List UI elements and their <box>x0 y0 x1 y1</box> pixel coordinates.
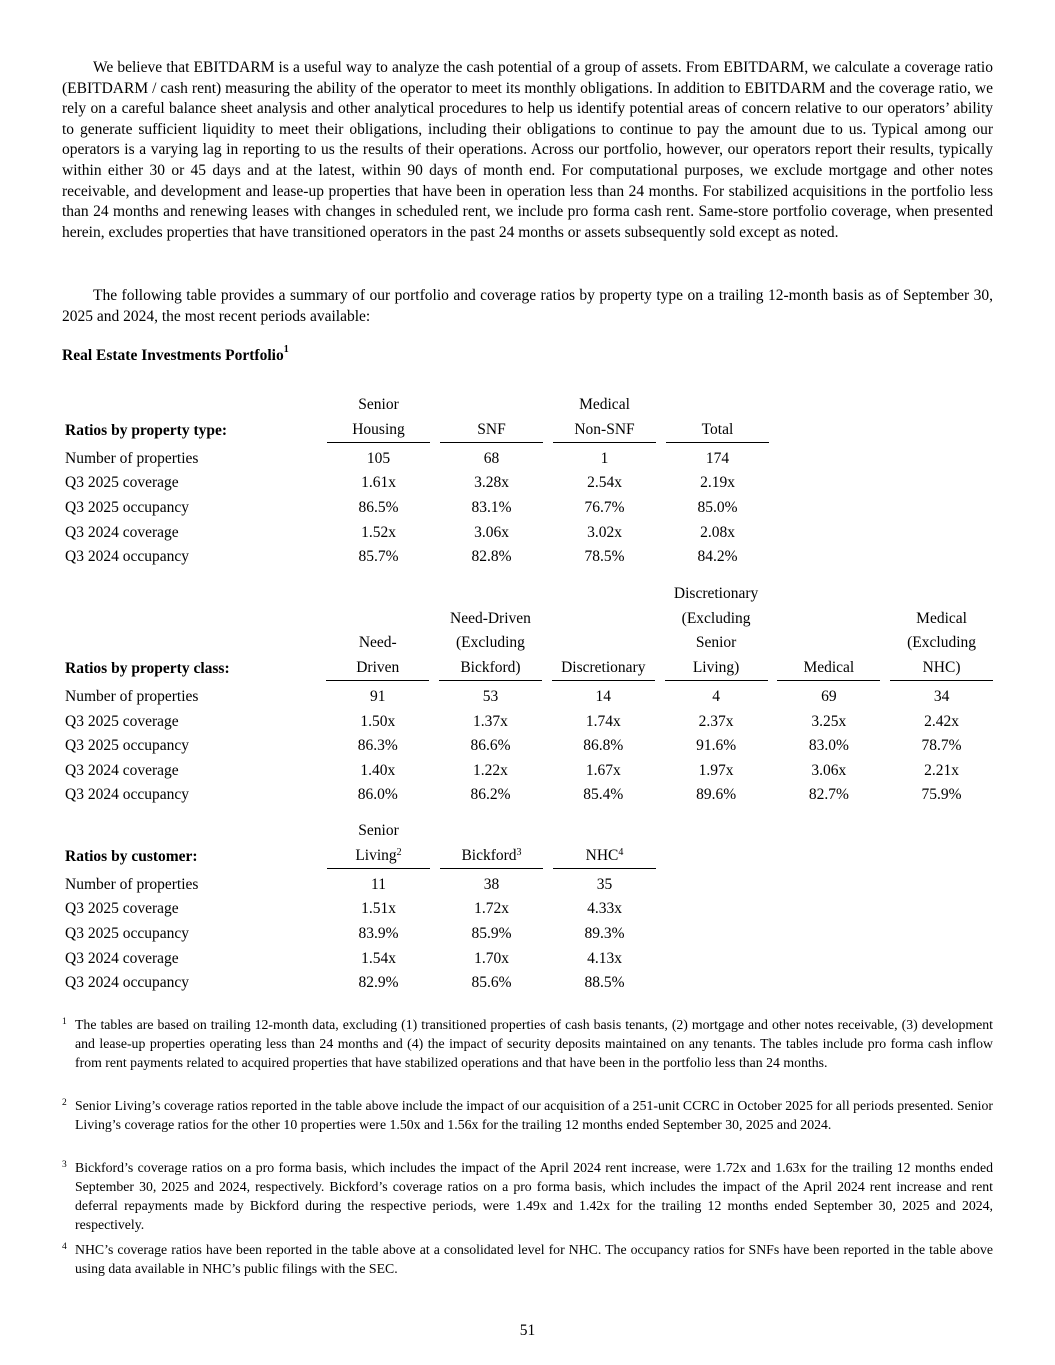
table-row: Q3 2024 occupancy 86.0% 86.2% 85.4% 89.6% 82.7% 75.9% <box>65 786 962 804</box>
table-row: Number of properties 105 68 1 174 <box>65 449 730 467</box>
footnote-4: 4 NHC’s coverage ratios have been reported in the table above at a consolidated level for NHC. The occupancy ratios for SNFs have been reported in the table above using data available in NHC’s public filings with the SEC. <box>62 1242 993 1276</box>
table-header-row <box>65 393 769 443</box>
table-row: Q3 2024 occupancy 82.9% 85.6% 88.5% <box>65 974 625 992</box>
table-row: Q3 2025 occupancy 86.3% 86.6% 86.8% 91.6% 83.0% 78.7% <box>65 737 962 755</box>
column-header: Senior Living$^2$ <box>327 819 430 869</box>
column-header: SNF <box>440 393 543 443</box>
table-row: Q3 2024 coverage 1.54x 1.70x 4.13x <box>65 949 622 967</box>
table-row: Number of properties 91 53 14 4 69 34 <box>65 687 950 705</box>
column-header: Medical (Excluding NHC) <box>890 582 993 681</box>
intro-paragraph: We believe that EBITDARM is a useful way to analyze the cash potential of a group of assets. From EBITDARM, we calculate a coverage ratio (EBITDARM / cash rent) measuring the ability of the operator to meet its monthly obligations. In addition to EBITDARM and the coverage ratio, we rely on a careful balance sheet analysis and other analytical procedures to help us identify potential areas of concern relative to our operators’ ability to generate sufficient liquidity to meet their obligations, including their obligations to continue to pay the amount due to us. Typical among our operators is a varying lag in reporting to us the results of their operations. Across our portfolio, however, our operators report their results, typically within either 30 or 45 days and at the latest, within 90 days of month end. For computational purposes, we exclude mortgage and other notes receivable, and development and lease-up properties that have been in operation less than 24 months. For stabilized acquisitions in the portfolio less than 24 months and renewing leases with changes in scheduled rent, we include pro forma cash rent. Same-store portfolio coverage, when presented herein, excludes properties that have transitioned operators in the past 24 months or assets subsequently sold except as noted. <box>62 59 993 241</box>
property-type-table <box>65 393 769 566</box>
footnote-1: 1 The tables are based on trailing 12-month data, excluding (1) transitioned properties of cash basis tenants, (2) mortgage and other notes receivable, (3) development and lease-up properties operating less than 24 months and (4) the impact of security deposits maintained on any tenants. The tables include pro forma cash inflow from rent payments related to acquired properties that have stabilized operations and that have been in the portfolio less than 24 months. <box>62 1017 993 1070</box>
column-header: Medical Non-SNF <box>553 393 656 443</box>
customer-table <box>65 819 656 992</box>
table-header-row <box>65 819 656 869</box>
table-row: Q3 2025 coverage 1.51x 1.72x 4.33x <box>65 900 622 918</box>
table-intro-paragraph: The following table provides a summary of our portfolio and coverage ratios by property type on a trailing 12-month basis as of September 30, 2025 and 2024, the most recent periods available: <box>62 287 993 325</box>
column-header: Total <box>666 393 769 443</box>
table-row: Q3 2025 occupancy 86.5% 83.1% 76.7% 85.0% <box>65 498 738 516</box>
table-label: Ratios by property class: <box>65 659 230 677</box>
table-header-row <box>65 582 993 681</box>
page-number: 51 <box>519 1322 536 1339</box>
table-row: Q3 2024 coverage 1.52x 3.06x 3.02x 2.08x <box>65 523 735 541</box>
table-row: Q3 2025 coverage 1.50x 1.37x 1.74x 2.37x 3.25x 2.42x <box>65 712 959 730</box>
section-title <box>62 344 289 365</box>
column-header: Need- Driven <box>326 582 429 681</box>
column-header: Bickford$^3$ <box>440 819 543 869</box>
table-label: Ratios by customer: <box>65 847 198 865</box>
footnote-3: 3 Bickford’s coverage ratios on a pro forma basis, which includes the impact of the April 2024 rent increase, were 1.72x and 1.63x for the trailing 12 months ended September 30, 2025 and 2024, respectively. Bickford’s coverage ratios on a pro forma basis, which includes the impact of the April 2024 rent increase and rent deferral repayments made by Bickford during the respective periods, were 1.49x and 1.42x for the trailing 12 months ended September 30, 2025 and 2024, respectively. <box>62 1160 993 1232</box>
column-header: Senior Housing <box>327 393 430 443</box>
footnote-2: 2 Senior Living’s coverage ratios reported in the table above include the impact of our acquisition of a 251-unit CCRC in October 2025 for all periods presented. Senior Living’s coverage ratios for the other 10 properties were 1.50x and 1.56x for the trailing 12 months ended September 30, 2025 and 2024. <box>62 1098 993 1132</box>
table-row: Number of properties 11 38 35 <box>65 875 613 893</box>
column-header: Medical <box>777 582 880 681</box>
table-row: Q3 2025 occupancy 83.9% 85.9% 89.3% <box>65 924 625 942</box>
property-class-table <box>65 582 993 804</box>
column-header: Discretionary <box>552 582 655 681</box>
section-title-text: Real Estate Investments Portfolio <box>62 347 284 364</box>
column-header: Discretionary (Excluding Senior Living) <box>665 582 768 681</box>
column-header: Need-Driven (Excluding Bickford) <box>439 582 542 681</box>
footnote-ref: 1 <box>283 344 289 355</box>
table-row: Q3 2025 coverage 1.61x 3.28x 2.54x 2.19x <box>65 474 735 492</box>
table-row: Q3 2024 occupancy 85.7% 82.8% 78.5% 84.2% <box>65 548 738 566</box>
table-row: Q3 2024 coverage 1.40x 1.22x 1.67x 1.97x 3.06x 2.21x <box>65 761 959 779</box>
table-label: Ratios by property type: <box>65 421 228 439</box>
column-header: NHC$^4$ <box>553 819 656 869</box>
